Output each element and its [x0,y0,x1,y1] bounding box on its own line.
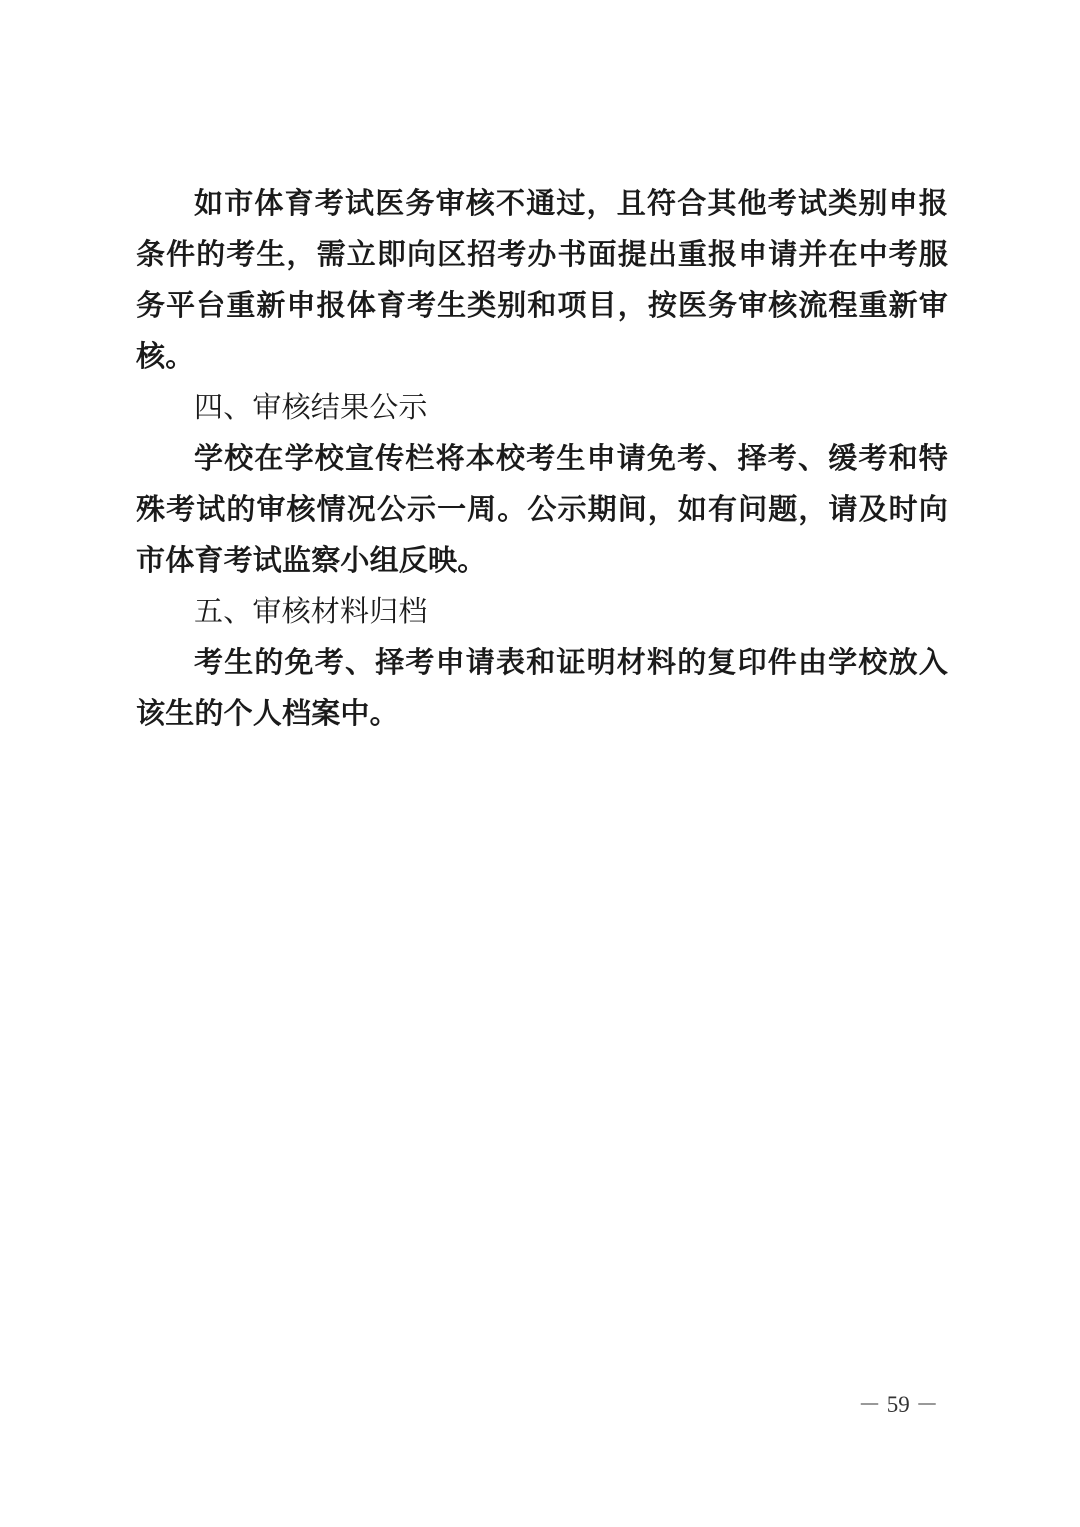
section-heading-archiving: 五、审核材料归档 [194,594,428,628]
section-heading-review-results: 四、审核结果公示 [194,390,428,424]
paragraph-public-notice: 学校在学校宣传栏将本校考生申请免考、择考、缓考和特殊考试的审核情况公示一周。公示期间，如有问题，请及时向市体育考试监察小组反映。 [136,441,948,577]
document-body [136,178,948,739]
paragraph-archiving: 考生的免考、择考申请表和证明材料的复印件由学校放入该生的个人档案中。 [136,645,948,730]
page-number: － 59 － [858,1392,939,1417]
paragraph-retest-application: 如市体育考试医务审核不通过，且符合其他考试类别申报条件的考生，需立即向区招考办书面提出重报申请并在中考服务平台重新申报体育考生类别和项目，按医务审核流程重新审核。 [136,186,948,373]
